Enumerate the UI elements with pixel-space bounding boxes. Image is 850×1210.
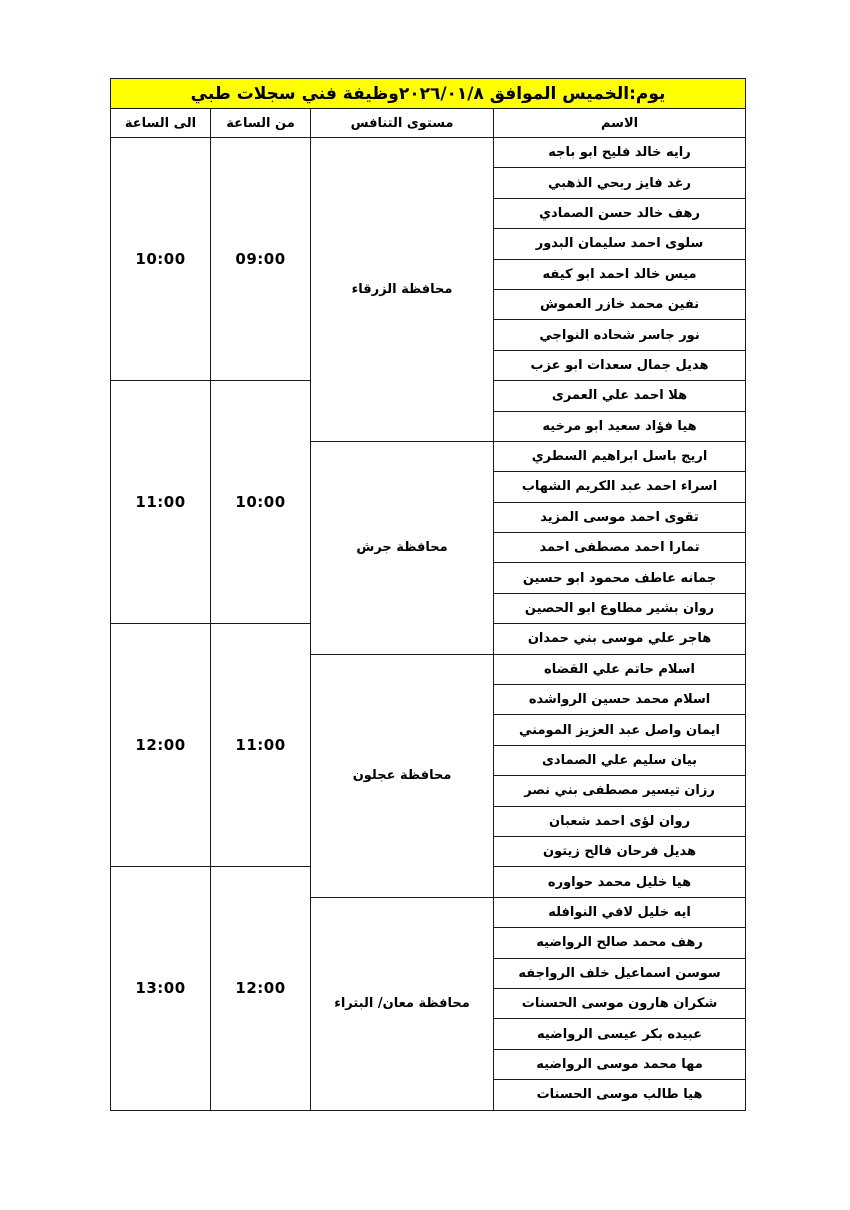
candidate-name-cell: اسلام محمد حسين الرواشده [494, 685, 746, 715]
governorate-cell: محافظة الزرقاء [311, 138, 494, 442]
candidate-name-cell: ميس خالد احمد ابو كيفه [494, 259, 746, 289]
candidate-name-cell: بيان سليم علي الصمادى [494, 745, 746, 775]
schedule-row [111, 138, 746, 168]
candidate-name-cell: رغد فايز ربحي الذهبي [494, 168, 746, 198]
to-time-cell: 11:00 [111, 381, 211, 624]
candidate-name-cell: هديل فرحان فالح زيتون [494, 836, 746, 866]
candidate-name-cell: هلا احمد علي العمرى [494, 381, 746, 411]
candidate-name-cell: مها محمد موسى الرواضيه [494, 1049, 746, 1079]
schedule-table [110, 78, 746, 1111]
to-time-cell: 13:00 [111, 867, 211, 1110]
governorate-cell: محافظة معان/ البتراء [311, 897, 494, 1110]
from-time-cell: 12:00 [211, 867, 311, 1110]
from-time-cell: 10:00 [211, 381, 311, 624]
column-header-name: الاسم [494, 109, 746, 138]
from-time-cell: 11:00 [211, 624, 311, 867]
candidate-name-cell: هيا فؤاد سعيد ابو مرخيه [494, 411, 746, 441]
from-time-cell: 09:00 [211, 138, 311, 381]
candidate-name-cell: جمانه عاطف محمود ابو حسين [494, 563, 746, 593]
column-header-level: مستوى التنافس [311, 109, 494, 138]
candidate-name-cell: ايمان واصل عبد العزيز المومني [494, 715, 746, 745]
schedule-body [111, 138, 746, 1111]
column-header-from: من الساعة [211, 109, 311, 138]
candidate-name-cell: سوسن اسماعيل خلف الرواجفه [494, 958, 746, 988]
candidate-name-cell: اريج باسل ابراهيم السطري [494, 441, 746, 471]
governorate-cell: محافظة جرش [311, 441, 494, 654]
candidate-name-cell: ايه خليل لافي النوافله [494, 897, 746, 927]
candidate-name-cell: هيا طالب موسى الحسنات [494, 1080, 746, 1110]
candidate-name-cell: رزان تيسير مصطفى بني نصر [494, 776, 746, 806]
candidate-name-cell: نور جاسر شحاده النواجي [494, 320, 746, 350]
candidate-name-cell: تمارا احمد مصطفى احمد [494, 533, 746, 563]
candidate-name-cell: هديل جمال سعدات ابو عزب [494, 350, 746, 380]
candidate-name-cell: روان بشير مطاوع ابو الحصين [494, 593, 746, 623]
candidate-name-cell: سلوى احمد سليمان البدور [494, 229, 746, 259]
candidate-name-cell: عبيده بكر عيسى الرواضيه [494, 1019, 746, 1049]
candidate-name-cell: تقوى احمد موسى المزيد [494, 502, 746, 532]
candidate-name-cell: رايه خالد فليح ابو باجه [494, 138, 746, 168]
to-time-cell: 10:00 [111, 138, 211, 381]
document-title: يوم:الخميس الموافق ٢٠٢٦/٠١/٨وظيفة فني سجلات طبي [111, 79, 746, 109]
candidate-name-cell: هاجر علي موسى بني حمدان [494, 624, 746, 654]
candidate-name-cell: اسراء احمد عبد الكريم الشهاب [494, 472, 746, 502]
candidate-name-cell: روان لؤى احمد شعبان [494, 806, 746, 836]
candidate-name-cell: هيا خليل محمد حواوره [494, 867, 746, 897]
candidate-name-cell: نفين محمد خازر العموش [494, 289, 746, 319]
candidate-name-cell: اسلام حاتم علي القضاه [494, 654, 746, 684]
column-header-to: الى الساعة [111, 109, 211, 138]
candidate-name-cell: شكران هارون موسى الحسنات [494, 988, 746, 1018]
to-time-cell: 12:00 [111, 624, 211, 867]
title-row [111, 79, 746, 109]
governorate-cell: محافظة عجلون [311, 654, 494, 897]
candidate-name-cell: رهف محمد صالح الرواضيه [494, 928, 746, 958]
column-header-row [111, 109, 746, 138]
candidate-name-cell: رهف خالد حسن الصمادي [494, 198, 746, 228]
